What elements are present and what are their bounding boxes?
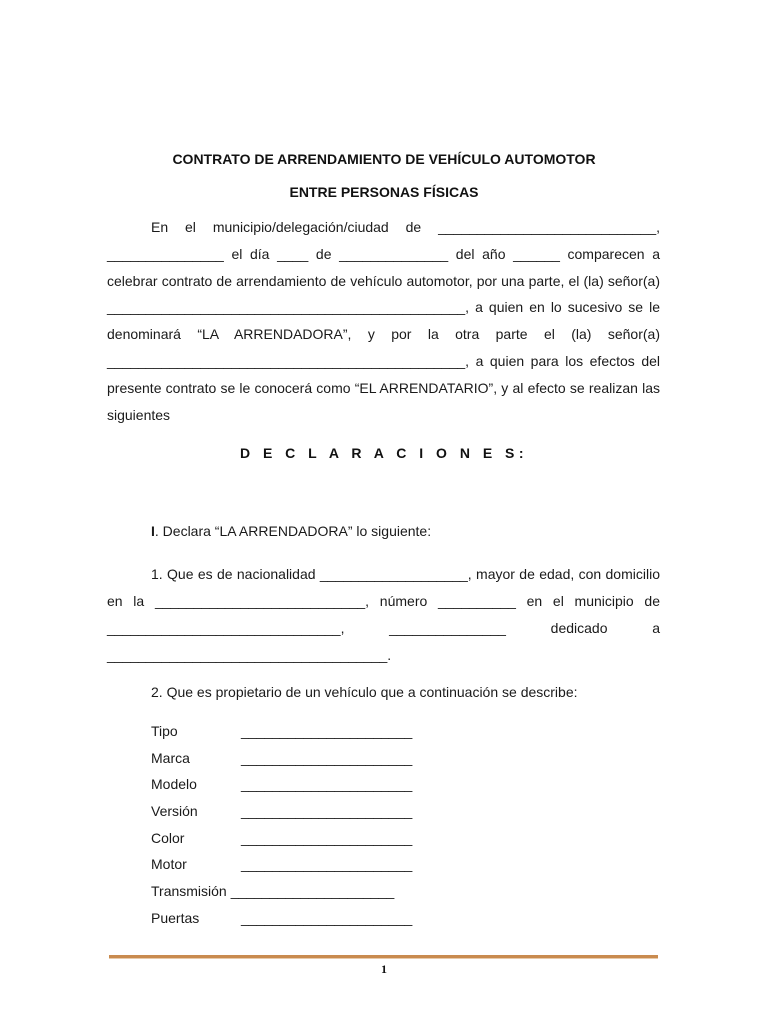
section-i-heading bbox=[151, 523, 431, 539]
field-blank: ______________________ bbox=[241, 723, 413, 739]
vehicle-field-modelo bbox=[151, 776, 451, 803]
declarations-heading: D E C L A R A C I O N E S: bbox=[239, 445, 529, 461]
field-label: Color bbox=[151, 829, 185, 846]
section-i-text: . Declara “LA ARRENDADORA” lo siguiente: bbox=[154, 523, 432, 539]
vehicle-field-marca bbox=[151, 750, 451, 777]
field-label: Marca bbox=[151, 749, 190, 766]
intro-paragraph: En el municipio/delegación/ciudad de ____________________________, _______________ el día ____ de ______________ del año ______ comparecen a celebrar contrato de arrendamiento de vehículo automotor, por una parte, el (la) señor(a) ______________________________________________, a quien en lo sucesivo se le denominará “LA ARRENDADORA”, y por la otra parte el (la) señor(a) ______________________________________________, a quien para los efectos del presente contrato se le conocerá como “EL ARRENDATARIO”, y al efecto se realizan las siguientes bbox=[107, 219, 660, 423]
field-blank: _____________________ bbox=[230, 883, 395, 900]
vehicle-field-version bbox=[151, 803, 451, 830]
section-numeral: I bbox=[151, 523, 155, 539]
page-number: 1 bbox=[381, 962, 387, 976]
field-blank: ______________________ bbox=[241, 776, 413, 793]
vehicle-field-color bbox=[151, 830, 451, 857]
field-blank: ______________________ bbox=[241, 856, 413, 873]
field-label: Puertas bbox=[151, 909, 200, 926]
field-blank: ______________________ bbox=[241, 803, 413, 820]
field-blank: ______________________ bbox=[241, 749, 413, 766]
vehicle-field-transmision bbox=[151, 883, 451, 910]
field-label: Transmisión bbox=[151, 883, 227, 900]
vehicle-field-tipo bbox=[151, 723, 451, 750]
footer-rule-shadow bbox=[109, 958, 658, 959]
field-blank: ______________________ bbox=[241, 909, 413, 926]
vehicle-fields-list bbox=[151, 723, 451, 937]
document-subtitle: ENTRE PERSONAS FÍSICAS bbox=[289, 184, 479, 200]
field-blank: ______________________ bbox=[241, 829, 413, 846]
declaration-item-2: 2. Que es propietario de un vehículo que a continuación se describe: bbox=[151, 684, 578, 700]
declaration-item-1: 1. Que es de nacionalidad ___________________, mayor de edad, con domicilio en la ___________________________, número __________ en el municipio de ______________________________, _______________ dedicado a ____________________________________. bbox=[107, 566, 660, 663]
vehicle-field-motor bbox=[151, 856, 451, 883]
vehicle-field-puertas bbox=[151, 910, 451, 937]
document-title: CONTRATO DE ARRENDAMIENTO DE VEHÍCULO AUTOMOTOR bbox=[172, 151, 596, 167]
field-label: Modelo bbox=[151, 776, 197, 793]
field-label: Tipo bbox=[151, 723, 178, 739]
field-label: Versión bbox=[151, 803, 198, 820]
field-label: Motor bbox=[151, 856, 187, 873]
